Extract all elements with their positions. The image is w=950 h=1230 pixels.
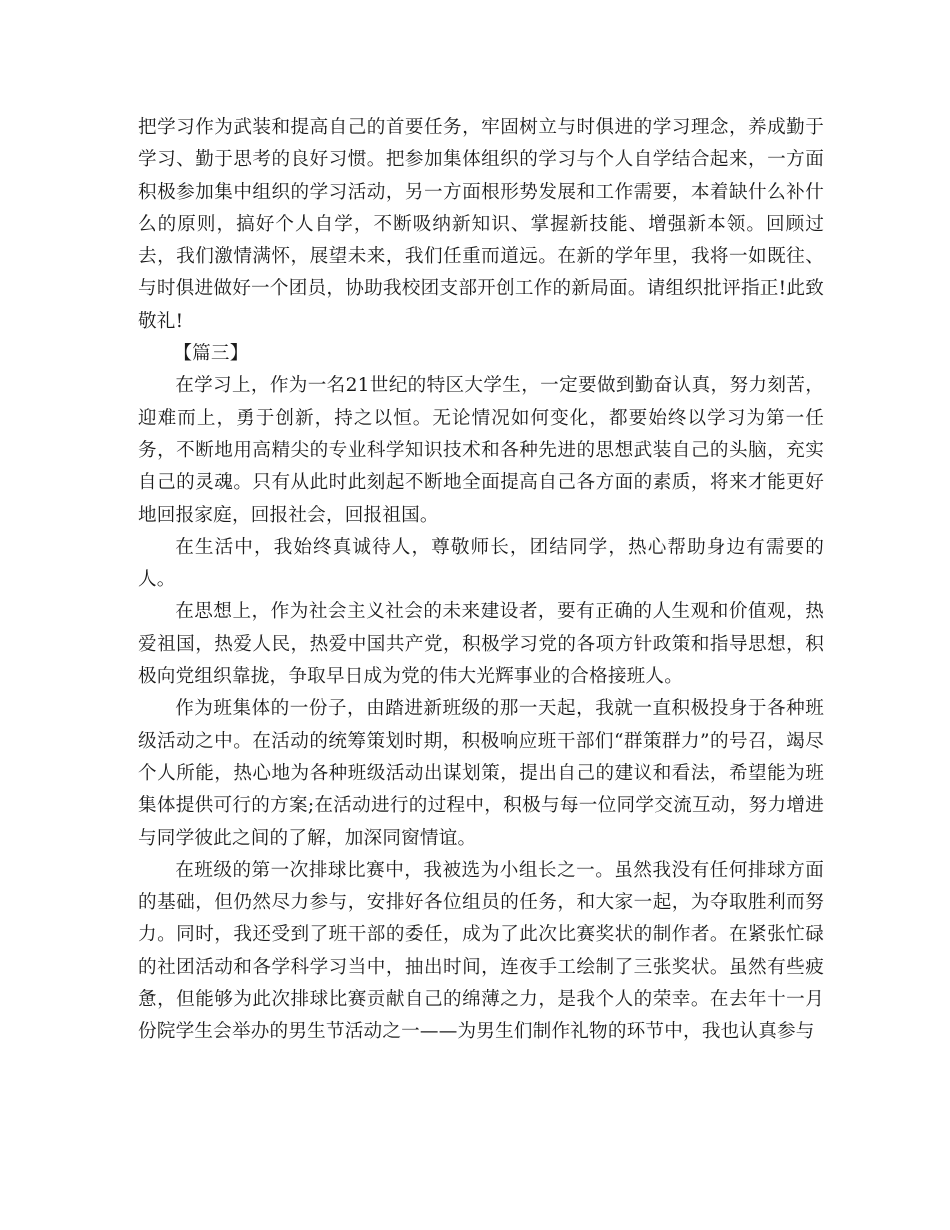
paragraph-study: 在学习上，作为一名21世纪的特区大学生，一定要做到勤奋认真，努力刻苦，迎难而上，勇于创新，持之以恒。无论情况如何变化，都要始终以学习为第一任务，不断地用高精尖的专业科学知识技术和各种先进的思想武装自己的头脑，充实自己的灵魂。只有从此时此刻起不断地全面提高自己各方面的素质，将来才能更好地回报家庭，回报社会，回报祖国。 — [138, 375, 824, 526]
document-page — [138, 112, 824, 1049]
paragraph-volleyball: 在班级的第一次排球比赛中，我被选为小组长之一。虽然我没有任何排球方面的基础，但仍然尽力参与，安排好各位组员的任务，和大家一起，为夺取胜利而努力。同时，我还受到了班干部的委任，成为了此次比赛奖状的制作者。在紧张忙碌的社团活动和各学科学习当中，抽出时间，连夜手工绘制了三张奖状。虽然有些疲惫，但能够为此次排球比赛贡献自己的绵薄之力，是我个人的荣幸。在去年十一月份院学生会举办的男生节活动之一——为男生们制作礼物的环节中，我也认真参与 — [138, 859, 824, 1043]
intro-paragraph: 把学习作为武装和提高自己的首要任务，牢固树立与时俱进的学习理念，养成勤于学习、勤于思考的良好习惯。把参加集体组织的学习与个人自学结合起来，一方面积极参加集中组织的学习活动，另一方面根形势发展和工作需要，本着缺什么补什么的原则，搞好个人自学，不断吸纳新知识、掌握新技能、增强新本领。回顾过去，我们激情满怀，展望未来，我们任重而道远。在新的学年里，我将一如既往、与时俱进做好一个团员，协助我校团支部开创工作的新局面。请组织批评指正!此致敬礼! — [138, 117, 824, 332]
paragraph-life: 在生活中，我始终真诚待人，尊敬师长，团结同学，热心帮助身边有需要的人。 — [138, 536, 824, 591]
section-heading: 【篇三】 — [173, 343, 249, 365]
paragraph-class-member: 作为班集体的一份子，由踏进新班级的那一天起，我就一直积极投身于各种班级活动之中。在活动的统筹策划时期，积极响应班干部们“群策群力”的号召，竭尽个人所能，热心地为各种班级活动出谋划策，提出自己的建议和看法，希望能为班集体提供可行的方案;在活动进行的过程中，积极与每一位同学交流互动，努力增进与同学彼此之间的了解，加深同窗情谊。 — [138, 698, 824, 849]
paragraph-thought: 在思想上，作为社会主义社会的未来建设者，要有正确的人生观和价值观，热爱祖国，热爱人民，热爱中国共产党，积极学习党的各项方针政策和指导思想，积极向党组织靠拢，争取早日成为党的伟大光辉事业的合格接班人。 — [138, 601, 824, 688]
